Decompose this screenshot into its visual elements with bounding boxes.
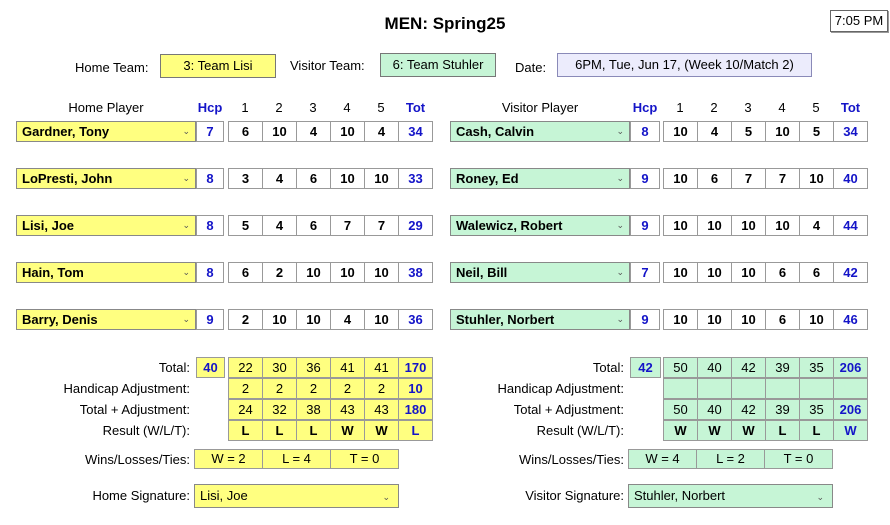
visitor-result-cell: W [663, 420, 698, 441]
visitor-player-select[interactable] [450, 121, 630, 142]
visitor-player-hcp[interactable]: 9 [630, 168, 660, 189]
visitor-total-cell: 40 [697, 357, 732, 378]
home-total-adj-cell: 32 [262, 399, 297, 420]
visitor-player-name: Neil, Bill [456, 265, 508, 280]
visitor-wins-box: W = 4 [628, 449, 697, 469]
visitor-player-total: 46 [833, 309, 868, 330]
home-total-adj-cell: 24 [228, 399, 263, 420]
visitor-total-label: Total: [592, 360, 624, 375]
home-result-total: L [398, 420, 433, 441]
home-player-name: Gardner, Tony [22, 124, 110, 139]
home-game-5-header: 5 [377, 100, 385, 115]
home-player-total: 29 [398, 215, 433, 236]
visitor-total-adj-cell: 39 [765, 399, 800, 420]
home-player-total: 36 [398, 309, 433, 330]
visitor-total-cell: 42 [731, 357, 766, 378]
visitor-total-hcp: 42 [630, 357, 661, 378]
visitor-player-name: Stuhler, Norbert [456, 312, 555, 327]
home-player-select[interactable] [16, 262, 196, 283]
home-total-label: Total: [158, 360, 190, 375]
home-signature-select[interactable] [194, 484, 399, 508]
visitor-score-cell[interactable]: 10 [663, 262, 698, 283]
home-handicap-cell: 2 [364, 378, 399, 399]
visitor-total-adj-label: Total + Adjustment: [513, 402, 624, 417]
visitor-signature-name: Stuhler, Norbert [634, 488, 726, 503]
visitor-player-header: Visitor Player [501, 100, 579, 115]
visitor-player-total: 40 [833, 168, 868, 189]
home-score-cell[interactable]: 2 [228, 309, 263, 330]
visitor-game-4-header: 4 [778, 100, 786, 115]
visitor-total-cell: 35 [799, 357, 834, 378]
visitor-score-cell[interactable]: 4 [799, 215, 834, 236]
chevron-down-icon[interactable]: ⌄ [182, 267, 190, 277]
home-result-cell: L [262, 420, 297, 441]
visitor-player-hcp[interactable]: 7 [630, 262, 660, 283]
home-score-cell[interactable]: 10 [262, 309, 297, 330]
home-player-select[interactable] [16, 309, 196, 330]
home-total-cell: 41 [364, 357, 399, 378]
home-player-select[interactable] [16, 215, 196, 236]
home-score-cell[interactable]: 10 [296, 262, 331, 283]
home-player-total: 33 [398, 168, 433, 189]
home-signature-name: Lisi, Joe [200, 488, 248, 503]
home-player-hcp[interactable]: 8 [196, 215, 224, 236]
home-wlt-label: Wins/Losses/Ties: [85, 452, 190, 467]
home-total-adj-cell: 43 [330, 399, 365, 420]
home-total-adj-cell: 43 [364, 399, 399, 420]
home-ties-box: T = 0 [330, 449, 399, 469]
visitor-score-cell[interactable]: 10 [663, 309, 698, 330]
visitor-score-cell[interactable]: 6 [765, 262, 800, 283]
visitor-score-cell[interactable]: 10 [731, 215, 766, 236]
visitor-wlt-label: Wins/Losses/Ties: [519, 452, 624, 467]
visitor-player-hcp[interactable]: 9 [630, 309, 660, 330]
home-total-cell: 41 [330, 357, 365, 378]
visitor-hcp-header: Hcp [632, 100, 658, 115]
home-player-hcp[interactable]: 9 [196, 309, 224, 330]
chevron-down-icon[interactable]: ⌄ [616, 220, 624, 230]
home-result-cell: W [364, 420, 399, 441]
visitor-player-total: 44 [833, 215, 868, 236]
clock-display: 7:05 PM [830, 10, 888, 32]
home-handicap-total: 10 [398, 378, 433, 399]
chevron-down-icon[interactable]: ⌄ [616, 267, 624, 277]
home-handicap-cell: 2 [228, 378, 263, 399]
visitor-total-adj-cell: 40 [697, 399, 732, 420]
visitor-score-cell[interactable]: 10 [663, 168, 698, 189]
home-score-cell[interactable]: 4 [262, 168, 297, 189]
visitor-player-name: Walewicz, Robert [456, 218, 563, 233]
home-score-cell[interactable]: 6 [228, 121, 263, 142]
chevron-down-icon[interactable]: ⌄ [182, 126, 190, 136]
home-total-cell: 36 [296, 357, 331, 378]
visitor-score-cell[interactable]: 10 [731, 309, 766, 330]
home-game-2-header: 2 [275, 100, 283, 115]
visitor-game-2-header: 2 [710, 100, 718, 115]
visitor-score-cell[interactable]: 6 [799, 262, 834, 283]
visitor-score-cell[interactable]: 10 [663, 121, 698, 142]
home-game-4-header: 4 [343, 100, 351, 115]
visitor-player-name: Cash, Calvin [456, 124, 535, 139]
home-player-total: 38 [398, 262, 433, 283]
chevron-down-icon[interactable]: ⌄ [816, 492, 824, 502]
visitor-losses-box: L = 2 [696, 449, 765, 469]
home-handicap-cell: 2 [330, 378, 365, 399]
home-player-select[interactable] [16, 168, 196, 189]
visitor-result-cell: W [697, 420, 732, 441]
visitor-score-cell[interactable]: 10 [731, 262, 766, 283]
home-total-cell: 22 [228, 357, 263, 378]
visitor-player-select[interactable] [450, 215, 630, 236]
visitor-total-adj-cell: 35 [799, 399, 834, 420]
chevron-down-icon[interactable]: ⌄ [382, 492, 390, 502]
home-result-cell: L [296, 420, 331, 441]
home-total-adj-total: 180 [398, 399, 433, 420]
home-score-cell[interactable]: 10 [364, 309, 399, 330]
visitor-score-cell[interactable]: 10 [663, 215, 698, 236]
home-score-cell[interactable]: 10 [330, 168, 365, 189]
visitor-player-hcp[interactable]: 8 [630, 121, 660, 142]
home-player-hcp[interactable]: 8 [196, 168, 224, 189]
home-result-label: Result (W/L/T): [102, 423, 190, 438]
home-hcp-header: Hcp [197, 100, 223, 115]
visitor-total-cell: 39 [765, 357, 800, 378]
home-handicap-label: Handicap Adjustment: [63, 381, 190, 396]
home-total-cell: 30 [262, 357, 297, 378]
home-score-cell[interactable]: 5 [228, 215, 263, 236]
home-player-total: 34 [398, 121, 433, 142]
home-total-total: 170 [398, 357, 433, 378]
visitor-score-cell[interactable]: 10 [799, 168, 834, 189]
home-score-cell[interactable]: 10 [330, 262, 365, 283]
page-title: MEN: Spring25 [384, 14, 506, 33]
date-label: Date: [515, 60, 547, 75]
chevron-down-icon[interactable]: ⌄ [616, 126, 624, 136]
home-score-cell[interactable]: 10 [330, 121, 365, 142]
visitor-result-cell: L [799, 420, 834, 441]
visitor-score-cell[interactable]: 10 [697, 262, 732, 283]
home-score-cell[interactable]: 10 [262, 121, 297, 142]
visitor-total-cell: 50 [663, 357, 698, 378]
visitor-result-cell: W [731, 420, 766, 441]
visitor-player-total: 42 [833, 262, 868, 283]
visitor-game-1-header: 1 [676, 100, 684, 115]
home-score-cell[interactable]: 10 [364, 168, 399, 189]
home-player-name: Lisi, Joe [22, 218, 75, 233]
visitor-team-field[interactable]: 6: Team Stuhler [380, 53, 496, 77]
visitor-game-5-header: 5 [812, 100, 820, 115]
home-score-cell[interactable]: 7 [364, 215, 399, 236]
visitor-handicap-label: Handicap Adjustment: [497, 381, 624, 396]
visitor-score-cell[interactable]: 10 [765, 121, 800, 142]
visitor-result-label: Result (W/L/T): [536, 423, 624, 438]
date-field[interactable]: 6PM, Tue, Jun 17, (Week 10/Match 2) [557, 53, 812, 77]
home-wins-box: W = 2 [194, 449, 263, 469]
visitor-score-cell[interactable]: 10 [799, 309, 834, 330]
visitor-handicap-total [833, 378, 868, 399]
home-total-hcp: 40 [196, 357, 225, 378]
visitor-player-select[interactable] [450, 168, 630, 189]
visitor-total-total: 206 [833, 357, 868, 378]
visitor-handicap-cell [663, 378, 698, 399]
home-tot-header: Tot [405, 100, 426, 115]
visitor-ties-box: T = 0 [764, 449, 833, 469]
visitor-total-adj-cell: 42 [731, 399, 766, 420]
home-player-name: Barry, Denis [22, 312, 98, 327]
visitor-score-cell[interactable]: 10 [697, 215, 732, 236]
visitor-game-3-header: 3 [744, 100, 752, 115]
visitor-score-cell[interactable]: 4 [697, 121, 732, 142]
home-score-cell[interactable]: 4 [296, 121, 331, 142]
visitor-score-cell[interactable]: 5 [799, 121, 834, 142]
visitor-result-cell: L [765, 420, 800, 441]
home-score-cell[interactable]: 10 [364, 262, 399, 283]
chevron-down-icon[interactable]: ⌄ [616, 173, 624, 183]
home-player-name: Hain, Tom [22, 265, 84, 280]
home-player-hcp[interactable]: 8 [196, 262, 224, 283]
home-player-select[interactable] [16, 121, 196, 142]
visitor-score-cell[interactable]: 6 [697, 168, 732, 189]
home-handicap-cell: 2 [262, 378, 297, 399]
visitor-score-cell[interactable]: 6 [765, 309, 800, 330]
visitor-signature-select[interactable] [628, 484, 833, 508]
visitor-score-cell[interactable]: 10 [765, 215, 800, 236]
home-result-cell: L [228, 420, 263, 441]
home-result-cell: W [330, 420, 365, 441]
chevron-down-icon[interactable]: ⌄ [182, 314, 190, 324]
home-losses-box: L = 4 [262, 449, 331, 469]
visitor-signature-label: Visitor Signature: [525, 488, 624, 503]
visitor-handicap-cell [731, 378, 766, 399]
home-score-cell[interactable]: 7 [330, 215, 365, 236]
home-score-cell[interactable]: 4 [262, 215, 297, 236]
visitor-score-cell[interactable]: 10 [697, 309, 732, 330]
home-score-cell[interactable]: 4 [364, 121, 399, 142]
visitor-player-select[interactable] [450, 262, 630, 283]
home-player-hcp[interactable]: 7 [196, 121, 224, 142]
visitor-total-adj-cell: 50 [663, 399, 698, 420]
home-game-1-header: 1 [241, 100, 249, 115]
visitor-total-adj-total: 206 [833, 399, 868, 420]
visitor-handicap-cell [765, 378, 800, 399]
visitor-handicap-cell [697, 378, 732, 399]
home-team-field[interactable]: 3: Team Lisi [160, 54, 276, 78]
home-game-3-header: 3 [309, 100, 317, 115]
home-score-cell[interactable]: 3 [228, 168, 263, 189]
home-signature-label: Home Signature: [92, 488, 190, 503]
visitor-result-total: W [833, 420, 868, 441]
home-score-cell[interactable]: 2 [262, 262, 297, 283]
visitor-player-hcp[interactable]: 9 [630, 215, 660, 236]
home-total-adj-label: Total + Adjustment: [79, 402, 190, 417]
home-score-cell[interactable]: 4 [330, 309, 365, 330]
visitor-player-name: Roney, Ed [456, 171, 519, 186]
home-score-cell[interactable]: 6 [228, 262, 263, 283]
visitor-tot-header: Tot [840, 100, 861, 115]
home-player-header: Home Player [68, 100, 144, 115]
home-player-name: LoPresti, John [22, 171, 113, 186]
visitor-player-total: 34 [833, 121, 868, 142]
home-score-cell[interactable]: 6 [296, 168, 331, 189]
home-score-cell[interactable]: 10 [296, 309, 331, 330]
home-total-adj-cell: 38 [296, 399, 331, 420]
chevron-down-icon[interactable]: ⌄ [616, 314, 624, 324]
visitor-score-cell[interactable]: 7 [765, 168, 800, 189]
visitor-score-cell[interactable]: 5 [731, 121, 766, 142]
home-score-cell[interactable]: 6 [296, 215, 331, 236]
home-team-label: Home Team: [75, 60, 149, 75]
visitor-handicap-cell [799, 378, 834, 399]
chevron-down-icon[interactable]: ⌄ [182, 173, 190, 183]
home-handicap-cell: 2 [296, 378, 331, 399]
visitor-player-select[interactable] [450, 309, 630, 330]
visitor-score-cell[interactable]: 7 [731, 168, 766, 189]
visitor-team-label: Visitor Team: [290, 58, 365, 73]
chevron-down-icon[interactable]: ⌄ [182, 220, 190, 230]
